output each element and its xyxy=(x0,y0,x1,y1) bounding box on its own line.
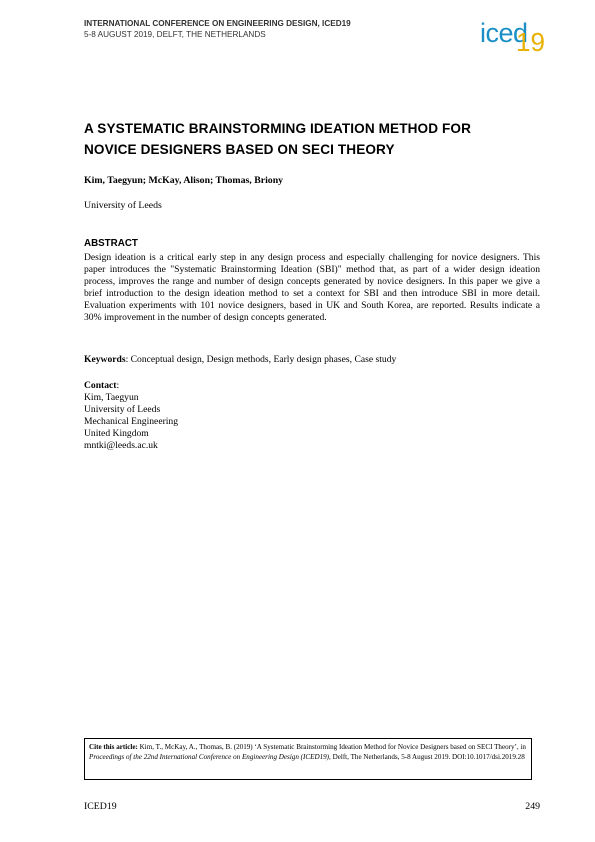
paper-title xyxy=(84,118,534,160)
contact-block xyxy=(84,380,178,453)
keywords-text: : Conceptual design, Design methods, Early design phases, Case study xyxy=(125,354,397,365)
contact-name: Kim, Taegyun xyxy=(84,392,139,404)
contact-email[interactable]: mntki@leeds.ac.uk xyxy=(84,440,158,452)
contact-colon: : xyxy=(116,380,120,391)
paper-authors: Kim, Taegyun; McKay, Alison; Thomas, Briony xyxy=(84,175,284,186)
conference-date-location: 5-8 AUGUST 2019, DELFT, THE NETHERLANDS xyxy=(84,30,266,39)
contact-department: Mechanical Engineering xyxy=(84,416,179,428)
citation-box xyxy=(84,738,532,780)
paper-affiliation: University of Leeds xyxy=(84,200,162,211)
contact-label: Contact xyxy=(84,380,117,391)
paper-title-line-2: NOVICE DESIGNERS BASED ON SECI THEORY xyxy=(84,142,395,157)
logo-text: iced xyxy=(480,18,528,48)
conference-name: INTERNATIONAL CONFERENCE ON ENGINEERING DESIGN, ICED19 xyxy=(84,19,351,28)
abstract-heading: ABSTRACT xyxy=(84,238,138,249)
citation-label: Cite this article: xyxy=(89,743,138,751)
contact-university: University of Leeds xyxy=(84,404,161,416)
logo-number: 19 xyxy=(516,27,545,57)
abstract-text: Design ideation is a critical early step in any design process and especially challenging for novice designers. This paper introduces the "Systematic Brainstorming Ideation (SBI)" method that, as part of a wider design ideation process, improves the range and number of design concepts generated by novice designers. In this paper we give a brief introduction to the design ideation method to set a context for SBI and then introduce SBI in more detail. Evaluation experiments with 101 novice designers, based in UK and South Korea, are reported. Results indicate a 30% improvement in the number of design concepts generated. xyxy=(84,252,540,324)
keywords xyxy=(84,354,540,366)
footer-conference: ICED19 xyxy=(84,801,117,812)
abstract-body xyxy=(84,252,540,325)
iced19-logo xyxy=(480,18,545,57)
paper-title-line-1: A SYSTEMATIC BRAINSTORMING IDEATION METHOD FOR xyxy=(84,121,471,136)
keywords-label: Keywords xyxy=(84,354,126,365)
citation-text: Kim, T., McKay, A., Thomas, B. (2019) ‘A Systematic Brainstorming Ideation Method for Novice Designers based on SECI Theory’, in xyxy=(137,743,526,751)
citation-proceedings: Proceedings of the 22nd International Conference on Engineering Design (ICED19) xyxy=(89,753,330,762)
contact-country: United Kingdom xyxy=(84,428,149,440)
page-number: 249 xyxy=(525,801,540,812)
citation-details: , Delft, The Netherlands, 5-8 August 2019. DOI:10.1017/dsi.2019.28 xyxy=(329,753,525,762)
